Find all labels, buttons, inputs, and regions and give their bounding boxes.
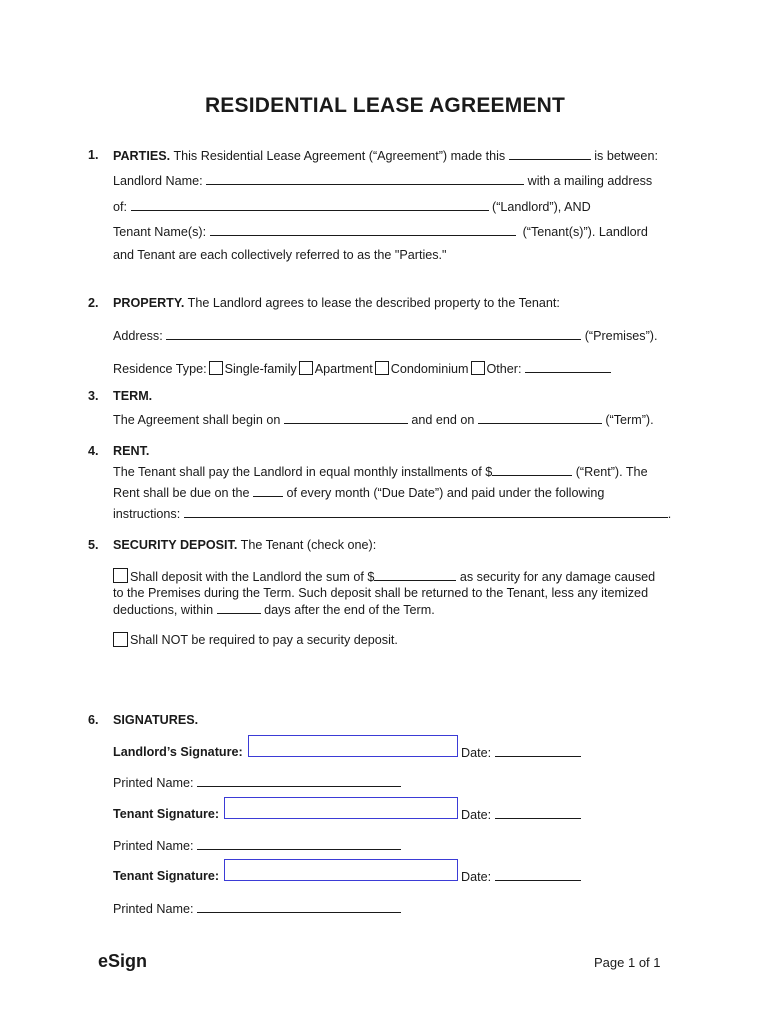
landlord-date-line <box>461 744 581 761</box>
security-check-one-text: The Tenant (check one): <box>240 538 377 552</box>
property-heading: PROPERTY. <box>113 296 185 310</box>
term-heading: TERM. <box>113 389 153 403</box>
tenant-1-date-label: Date: <box>461 808 492 822</box>
landlord-name-blank[interactable] <box>206 172 524 185</box>
tenant-landlord-text: (“Tenant(s)”). Landlord <box>522 225 648 239</box>
residence-type-label: Residence Type: <box>113 362 207 376</box>
esign-logo: eSign <box>98 951 148 971</box>
deposit-option-line-2: to the Premises during the Term. Such deposit shall be returned to the Tenant, less any itemized <box>113 586 649 600</box>
property-intro-text: The Landlord agrees to lease the described property to the Tenant: <box>187 296 560 310</box>
section-1-number: 1. <box>88 148 99 162</box>
landlord-and-text: (“Landlord”), AND <box>492 200 591 214</box>
landlord-name-label: Landlord Name: <box>113 174 203 188</box>
address-blank[interactable] <box>166 327 581 340</box>
other-checkbox[interactable] <box>471 361 485 375</box>
landlord-printed-name-line <box>113 774 401 791</box>
tenant-1-signature-label: Tenant Signature: <box>113 807 220 821</box>
tenant-1-printed-name-blank[interactable] <box>197 837 401 850</box>
condominium-label: Condominium <box>390 362 469 376</box>
tenant-2-signature-label: Tenant Signature: <box>113 869 220 883</box>
single-family-checkbox[interactable] <box>209 361 223 375</box>
agreement-date-blank[interactable] <box>509 147 591 160</box>
apartment-checkbox[interactable] <box>299 361 313 375</box>
no-deposit-checkbox[interactable] <box>113 632 128 647</box>
deposit-security-text: as security for any damage caused <box>459 570 656 584</box>
tenant-name-blank[interactable] <box>210 223 516 236</box>
page-number: Page 1 of 1 <box>594 955 661 970</box>
rent-due-date-text: of every month (“Due Date”) and paid under the following <box>286 486 605 500</box>
rent-instructions-period: . <box>667 507 672 521</box>
deposit-option-line-1 <box>130 568 655 585</box>
security-deposit-heading: SECURITY DEPOSIT. <box>113 538 238 552</box>
parties-heading: PARTIES. <box>113 149 171 163</box>
section-4-number: 4. <box>88 444 99 458</box>
landlord-printed-name-label: Printed Name: <box>113 776 194 790</box>
landlord-signature-label: Landlord’s Signature: <box>113 745 243 759</box>
tenant-1-signature-field[interactable] <box>224 797 458 819</box>
rent-due-day-blank[interactable] <box>253 484 283 497</box>
deposit-required-checkbox[interactable] <box>113 568 128 583</box>
section-3-number: 3. <box>88 389 99 403</box>
deposit-sum-text: Shall deposit with the Landlord the sum of $ <box>130 570 375 584</box>
apartment-label: Apartment <box>314 362 373 376</box>
rent-label-text: (“Rent”). The <box>575 465 648 479</box>
parties-between-text: is between: <box>594 149 658 163</box>
term-start-blank[interactable] <box>284 411 408 424</box>
tenant-2-signature-field[interactable] <box>224 859 458 881</box>
other-type-blank[interactable] <box>525 360 611 373</box>
address-line <box>113 327 657 344</box>
tenant-1-date-blank[interactable] <box>495 806 581 819</box>
rent-line-1 <box>113 463 648 480</box>
section-6-number: 6. <box>88 713 99 727</box>
rent-amount-text: The Tenant shall pay the Landlord in equal monthly installments of $ <box>113 465 493 479</box>
tenant-1-printed-name-label: Printed Name: <box>113 839 194 853</box>
rent-instructions-label: instructions: <box>113 507 181 521</box>
tenant-name-line <box>113 223 648 240</box>
section-5-number: 5. <box>88 538 99 552</box>
landlord-address-blank[interactable] <box>131 198 489 211</box>
rent-amount-blank[interactable] <box>492 463 572 476</box>
rent-instructions-blank[interactable] <box>184 505 668 518</box>
term-label-text: (“Term”). <box>605 413 654 427</box>
tenant-2-date-label: Date: <box>461 870 492 884</box>
term-begin-text: The Agreement shall begin on <box>113 413 281 427</box>
landlord-signature-field[interactable] <box>248 735 458 757</box>
rent-heading: RENT. <box>113 444 150 458</box>
deposit-amount-blank[interactable] <box>374 568 456 581</box>
no-deposit-text: Shall NOT be required to pay a security deposit. <box>130 633 398 647</box>
condominium-checkbox[interactable] <box>375 361 389 375</box>
tenant-2-date-blank[interactable] <box>495 868 581 881</box>
deposit-days-text: days after the end of the Term. <box>264 603 435 617</box>
tenant-2-date-line <box>461 868 581 885</box>
landlord-address-line <box>113 198 591 215</box>
rent-due-text: Rent shall be due on the <box>113 486 250 500</box>
residence-type-line <box>113 360 611 377</box>
premises-text: (“Premises”). <box>584 329 658 343</box>
parties-line-1 <box>113 147 658 164</box>
tenant-name-label: Tenant Name(s): <box>113 225 207 239</box>
signatures-heading: SIGNATURES. <box>113 713 199 727</box>
parties-collective-text: and Tenant are each collectively referred to as the "Parties." <box>113 248 447 262</box>
address-label: Address: <box>113 329 163 343</box>
rent-line-3 <box>113 505 671 522</box>
document-title: RESIDENTIAL LEASE AGREEMENT <box>204 94 566 117</box>
rent-line-2 <box>113 484 604 501</box>
tenant-1-date-line <box>461 806 581 823</box>
landlord-address-label: of: <box>113 200 128 214</box>
parties-intro-text: This Residential Lease Agreement (“Agreement”) made this <box>173 149 506 163</box>
landlord-date-blank[interactable] <box>495 744 581 757</box>
mailing-address-text: with a mailing address <box>527 174 653 188</box>
single-family-label: Single-family <box>224 362 297 376</box>
other-label: Other: <box>486 362 522 376</box>
term-end-text: and end on <box>411 413 475 427</box>
landlord-printed-name-blank[interactable] <box>197 774 401 787</box>
tenant-2-printed-name-blank[interactable] <box>197 900 401 913</box>
tenant-2-printed-name-label: Printed Name: <box>113 902 194 916</box>
property-line-1 <box>113 295 560 311</box>
deposit-within-text: deductions, within <box>113 603 214 617</box>
tenant-1-printed-name-line <box>113 837 401 854</box>
security-line-1 <box>113 537 376 553</box>
section-2-number: 2. <box>88 296 99 310</box>
term-line <box>113 411 654 428</box>
deposit-option-line-3 <box>113 601 435 618</box>
landlord-date-label: Date: <box>461 746 492 760</box>
tenant-2-printed-name-line <box>113 900 401 917</box>
term-end-blank[interactable] <box>478 411 602 424</box>
deposit-days-blank[interactable] <box>217 601 261 614</box>
landlord-name-line <box>113 172 652 189</box>
